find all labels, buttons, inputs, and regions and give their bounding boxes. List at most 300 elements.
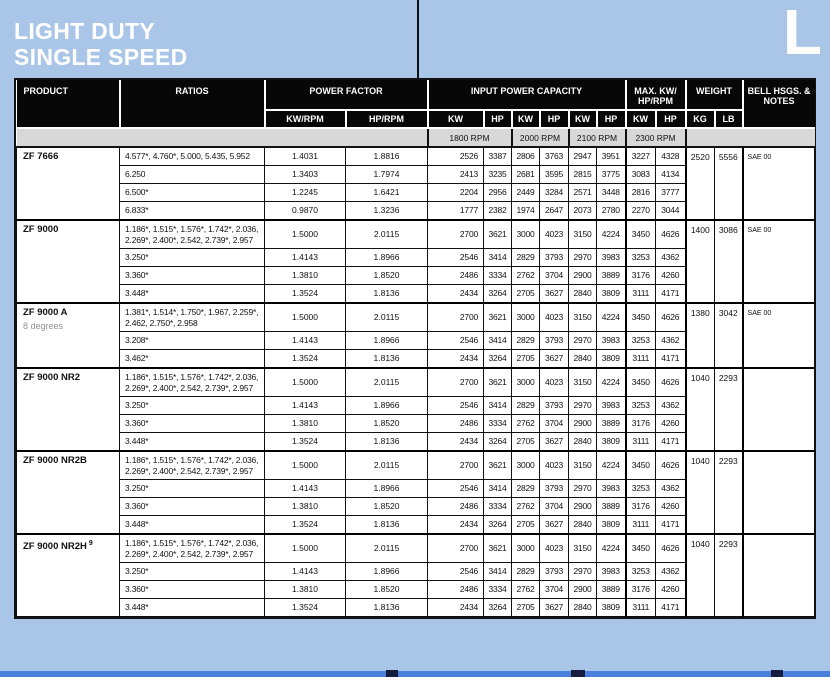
- rpm-label-2300: 2300 RPM: [626, 128, 686, 147]
- power-value-cell: 2705: [512, 599, 540, 617]
- power-value-cell: 3809: [597, 350, 626, 369]
- page-title-line1: LIGHT DUTY: [14, 18, 155, 44]
- col-header-ratios: RATIOS: [120, 80, 265, 128]
- power-value-cell: 3000: [512, 303, 540, 332]
- header-group-row: [17, 80, 815, 110]
- col-header-kw-per-rpm: KW/RPM: [265, 110, 346, 128]
- power-value-cell: 3150: [569, 303, 597, 332]
- power-value-cell: 3627: [540, 599, 569, 617]
- power-value-cell: 2829: [512, 563, 540, 581]
- power-value-cell: 2900: [569, 498, 597, 516]
- power-value-cell: 3627: [540, 285, 569, 304]
- power-value-cell: 2700: [428, 220, 484, 249]
- power-value-cell: 4260: [656, 415, 686, 433]
- power-value-cell: 3809: [597, 599, 626, 617]
- hp-per-rpm-cell: 1.3236: [346, 202, 428, 221]
- power-value-cell: 3083: [626, 166, 656, 184]
- table-row: [17, 147, 815, 166]
- hp-per-rpm-cell: 1.8520: [346, 498, 428, 516]
- weight-lb-cell: 2293: [715, 451, 743, 534]
- ratio-cell: 3.462*: [120, 350, 265, 369]
- kw-per-rpm-cell: 1.4031: [265, 147, 346, 166]
- power-value-cell: 4224: [597, 534, 626, 563]
- kw-per-rpm-cell: 1.3810: [265, 267, 346, 285]
- hp-per-rpm-cell: 1.8966: [346, 563, 428, 581]
- power-value-cell: 2762: [512, 581, 540, 599]
- power-value-cell: 3150: [569, 220, 597, 249]
- power-value-cell: 3176: [626, 581, 656, 599]
- product-cell: [17, 368, 120, 451]
- power-value-cell: 4626: [656, 368, 686, 397]
- hp-per-rpm-cell: 2.0115: [346, 534, 428, 563]
- kw-per-rpm-cell: 1.3524: [265, 285, 346, 304]
- hp-per-rpm-cell: 1.8816: [346, 147, 428, 166]
- power-value-cell: 2434: [428, 285, 484, 304]
- kw-per-rpm-cell: 1.5000: [265, 451, 346, 480]
- hp-per-rpm-cell: 1.8520: [346, 267, 428, 285]
- ratio-cell: 3.360*: [120, 498, 265, 516]
- power-value-cell: 3621: [484, 368, 512, 397]
- kw-per-rpm-cell: 1.3524: [265, 433, 346, 452]
- product-name: ZF 9000 NR2B: [23, 455, 87, 466]
- power-value-cell: 2546: [428, 397, 484, 415]
- power-value-cell: 3621: [484, 534, 512, 563]
- col-header-hp-2300: HP: [656, 110, 686, 128]
- power-value-cell: 4023: [540, 303, 569, 332]
- power-value-cell: 3387: [484, 147, 512, 166]
- power-value-cell: 3334: [484, 498, 512, 516]
- bottom-accent-bar: [0, 671, 830, 677]
- power-value-cell: 3704: [540, 581, 569, 599]
- power-value-cell: 3983: [597, 397, 626, 415]
- rpm-label-2000: 2000 RPM: [512, 128, 569, 147]
- power-value-cell: 2956: [484, 184, 512, 202]
- power-value-cell: 3111: [626, 285, 656, 304]
- power-value-cell: 3000: [512, 451, 540, 480]
- weight-kg-cell: 1040: [686, 368, 715, 451]
- ratio-cell: 3.250*: [120, 397, 265, 415]
- rpm-label-2100: 2100 RPM: [569, 128, 626, 147]
- table-row: [17, 451, 815, 480]
- power-value-cell: 2705: [512, 516, 540, 535]
- bell-note-cell: [743, 451, 815, 534]
- power-value-cell: 3176: [626, 267, 656, 285]
- page-cut-mark: [386, 670, 398, 677]
- hp-per-rpm-cell: 1.8136: [346, 350, 428, 369]
- power-value-cell: 3627: [540, 433, 569, 452]
- table-row: [17, 368, 815, 397]
- power-value-cell: 3253: [626, 563, 656, 581]
- power-value-cell: 4362: [656, 480, 686, 498]
- power-value-cell: 4023: [540, 534, 569, 563]
- power-value-cell: 2900: [569, 267, 597, 285]
- spec-table: [16, 80, 815, 617]
- power-value-cell: 3793: [540, 249, 569, 267]
- col-header-lb: LB: [715, 110, 743, 128]
- power-value-cell: 3150: [569, 534, 597, 563]
- weight-kg-cell: 1040: [686, 534, 715, 617]
- power-value-cell: 2546: [428, 480, 484, 498]
- product-cell: [17, 451, 120, 534]
- hp-per-rpm-cell: 1.8136: [346, 285, 428, 304]
- power-value-cell: 2815: [569, 166, 597, 184]
- col-header-hp-2000: HP: [540, 110, 569, 128]
- weight-kg-cell: 1380: [686, 303, 715, 368]
- power-value-cell: 2434: [428, 350, 484, 369]
- power-value-cell: 3889: [597, 267, 626, 285]
- power-value-cell: 2526: [428, 147, 484, 166]
- power-value-cell: 4171: [656, 599, 686, 617]
- power-value-cell: 2762: [512, 498, 540, 516]
- power-value-cell: 3000: [512, 534, 540, 563]
- kw-per-rpm-cell: 1.4143: [265, 563, 346, 581]
- weight-kg-cell: 1400: [686, 220, 715, 303]
- hp-per-rpm-cell: 1.7974: [346, 166, 428, 184]
- power-value-cell: 4626: [656, 451, 686, 480]
- hp-per-rpm-cell: 1.8966: [346, 397, 428, 415]
- power-value-cell: 4023: [540, 451, 569, 480]
- col-header-kw-2300: KW: [626, 110, 656, 128]
- hp-per-rpm-cell: 2.0115: [346, 368, 428, 397]
- power-value-cell: 2780: [597, 202, 626, 221]
- power-value-cell: 2434: [428, 433, 484, 452]
- rpm-row-lead: [17, 128, 428, 147]
- ratio-cell: 3.250*: [120, 480, 265, 498]
- power-value-cell: 3793: [540, 563, 569, 581]
- power-value-cell: 2546: [428, 563, 484, 581]
- power-value-cell: 3621: [484, 451, 512, 480]
- power-value-cell: 2546: [428, 249, 484, 267]
- power-value-cell: 3000: [512, 220, 540, 249]
- power-value-cell: 3627: [540, 350, 569, 369]
- power-value-cell: 4023: [540, 368, 569, 397]
- power-value-cell: 3334: [484, 415, 512, 433]
- col-header-kg: KG: [686, 110, 715, 128]
- kw-per-rpm-cell: 1.5000: [265, 368, 346, 397]
- page-title: [14, 18, 188, 70]
- power-value-cell: 3253: [626, 332, 656, 350]
- power-value-cell: 3889: [597, 498, 626, 516]
- power-value-cell: 3450: [626, 220, 656, 249]
- power-value-cell: 2700: [428, 451, 484, 480]
- power-value-cell: 3111: [626, 433, 656, 452]
- product-name: ZF 9000 A: [23, 307, 68, 318]
- power-value-cell: 3150: [569, 451, 597, 480]
- weight-lb-cell: 2293: [715, 534, 743, 617]
- hp-per-rpm-cell: 1.8966: [346, 332, 428, 350]
- hp-per-rpm-cell: 2.0115: [346, 220, 428, 249]
- power-value-cell: 3983: [597, 249, 626, 267]
- rpm-row-tail: [686, 128, 815, 147]
- power-value-cell: 2486: [428, 415, 484, 433]
- table-body: [17, 147, 815, 617]
- kw-per-rpm-cell: 1.5000: [265, 220, 346, 249]
- power-value-cell: 3889: [597, 415, 626, 433]
- power-value-cell: 2700: [428, 534, 484, 563]
- power-value-cell: 4362: [656, 563, 686, 581]
- power-value-cell: 3450: [626, 451, 656, 480]
- power-value-cell: 3334: [484, 581, 512, 599]
- power-value-cell: 3763: [540, 147, 569, 166]
- power-value-cell: 3264: [484, 516, 512, 535]
- power-value-cell: 2970: [569, 563, 597, 581]
- power-value-cell: 2571: [569, 184, 597, 202]
- ratio-cell: 3.448*: [120, 599, 265, 617]
- power-value-cell: 2816: [626, 184, 656, 202]
- weight-lb-cell: 5556: [715, 147, 743, 220]
- power-value-cell: 2829: [512, 397, 540, 415]
- power-value-cell: 3793: [540, 332, 569, 350]
- ratio-cell: 3.448*: [120, 516, 265, 535]
- col-header-bell-hsgs-notes: BELL HSGS. & NOTES: [743, 80, 815, 128]
- power-value-cell: 2762: [512, 267, 540, 285]
- power-value-cell: 3235: [484, 166, 512, 184]
- table-row: [17, 303, 815, 332]
- power-value-cell: 4626: [656, 220, 686, 249]
- power-value-cell: 4224: [597, 451, 626, 480]
- power-value-cell: 3227: [626, 147, 656, 166]
- power-value-cell: 2486: [428, 581, 484, 599]
- power-value-cell: 3450: [626, 303, 656, 332]
- power-value-cell: 4171: [656, 285, 686, 304]
- power-value-cell: 4224: [597, 220, 626, 249]
- power-value-cell: 3284: [540, 184, 569, 202]
- power-value-cell: 3334: [484, 267, 512, 285]
- power-value-cell: 3777: [656, 184, 686, 202]
- power-value-cell: 2829: [512, 332, 540, 350]
- power-value-cell: 3264: [484, 285, 512, 304]
- kw-per-rpm-cell: 1.3810: [265, 581, 346, 599]
- col-header-hp-2100: HP: [597, 110, 626, 128]
- col-header-hp-per-rpm: HP/RPM: [346, 110, 428, 128]
- ratio-cell: 1.186*, 1.515*, 1.576*, 1.742*, 2.036, 2.269*, 2.400*, 2.542, 2.739*, 2.957: [120, 368, 265, 397]
- power-value-cell: 3414: [484, 563, 512, 581]
- power-value-cell: 2486: [428, 498, 484, 516]
- col-header-kw-2100: KW: [569, 110, 597, 128]
- power-value-cell: 3983: [597, 332, 626, 350]
- power-value-cell: 3253: [626, 480, 656, 498]
- power-value-cell: 2970: [569, 480, 597, 498]
- power-value-cell: 2413: [428, 166, 484, 184]
- bell-note-cell: SAE 00: [743, 220, 815, 303]
- ratio-cell: 3.360*: [120, 267, 265, 285]
- product-cell: [17, 147, 120, 220]
- weight-kg-cell: 1040: [686, 451, 715, 534]
- power-value-cell: 3000: [512, 368, 540, 397]
- col-header-product: PRODUCT: [17, 80, 120, 128]
- page-title-line2: SINGLE SPEED: [14, 44, 188, 70]
- kw-per-rpm-cell: 1.2245: [265, 184, 346, 202]
- kw-per-rpm-cell: 1.4143: [265, 249, 346, 267]
- ratio-cell: 3.448*: [120, 285, 265, 304]
- kw-per-rpm-cell: 0.9870: [265, 202, 346, 221]
- kw-per-rpm-cell: 1.3810: [265, 498, 346, 516]
- product-superscript: 9: [86, 540, 93, 547]
- rpm-row: [17, 128, 815, 147]
- power-value-cell: 3627: [540, 516, 569, 535]
- power-value-cell: 1777: [428, 202, 484, 221]
- power-value-cell: 3264: [484, 350, 512, 369]
- power-value-cell: 2806: [512, 147, 540, 166]
- power-value-cell: 4171: [656, 350, 686, 369]
- power-value-cell: 3150: [569, 368, 597, 397]
- banner-divider-line: [417, 0, 419, 78]
- spec-table-wrap: [14, 78, 816, 619]
- page-cut-mark: [571, 670, 585, 677]
- page-cut-mark: [771, 670, 783, 677]
- kw-per-rpm-cell: 1.3810: [265, 415, 346, 433]
- weight-lb-cell: 3086: [715, 220, 743, 303]
- power-value-cell: 1974: [512, 202, 540, 221]
- product-name: ZF 9000 NR2H $^9$: [23, 540, 93, 553]
- power-value-cell: 3450: [626, 534, 656, 563]
- ratio-cell: 3.250*: [120, 249, 265, 267]
- col-header-kw-1800: KW: [428, 110, 484, 128]
- power-value-cell: 4626: [656, 303, 686, 332]
- power-value-cell: 4224: [597, 303, 626, 332]
- power-value-cell: 3621: [484, 303, 512, 332]
- power-value-cell: 2840: [569, 433, 597, 452]
- power-value-cell: 4171: [656, 433, 686, 452]
- power-value-cell: 2970: [569, 249, 597, 267]
- ratio-cell: 3.360*: [120, 581, 265, 599]
- bell-note-cell: [743, 534, 815, 617]
- power-value-cell: 2970: [569, 397, 597, 415]
- kw-per-rpm-cell: 1.3524: [265, 516, 346, 535]
- power-value-cell: 4626: [656, 534, 686, 563]
- power-value-cell: 3793: [540, 480, 569, 498]
- power-value-cell: 3264: [484, 599, 512, 617]
- power-value-cell: 3264: [484, 433, 512, 452]
- power-value-cell: 4260: [656, 581, 686, 599]
- power-value-cell: 4260: [656, 267, 686, 285]
- ratio-cell: 6.500*: [120, 184, 265, 202]
- rpm-label-1800: 1800 RPM: [428, 128, 512, 147]
- power-value-cell: 2705: [512, 285, 540, 304]
- col-header-max-kw-hp-rpm: MAX. KW/ HP/RPM: [626, 80, 686, 110]
- bell-note-cell: [743, 368, 815, 451]
- power-value-cell: 2970: [569, 332, 597, 350]
- power-value-cell: 2947: [569, 147, 597, 166]
- power-value-cell: 2546: [428, 332, 484, 350]
- power-value-cell: 3704: [540, 498, 569, 516]
- hp-per-rpm-cell: 1.8520: [346, 415, 428, 433]
- table-row: [17, 220, 815, 249]
- ratio-cell: 4.577*, 4.760*, 5.000, 5.435, 5.952: [120, 147, 265, 166]
- power-value-cell: 3704: [540, 267, 569, 285]
- ratio-cell: 1.186*, 1.515*, 1.576*, 1.742*, 2.036, 2.269*, 2.400*, 2.542, 2.739*, 2.957: [120, 220, 265, 249]
- hp-per-rpm-cell: 1.8520: [346, 581, 428, 599]
- power-value-cell: 3809: [597, 285, 626, 304]
- power-value-cell: 2073: [569, 202, 597, 221]
- power-value-cell: 2829: [512, 249, 540, 267]
- power-value-cell: 4224: [597, 368, 626, 397]
- product-cell: [17, 303, 120, 368]
- hp-per-rpm-cell: 1.6421: [346, 184, 428, 202]
- power-value-cell: 3889: [597, 581, 626, 599]
- power-value-cell: 2840: [569, 599, 597, 617]
- power-value-cell: 3176: [626, 415, 656, 433]
- weight-lb-cell: 3042: [715, 303, 743, 368]
- power-value-cell: 2647: [540, 202, 569, 221]
- power-value-cell: 2840: [569, 350, 597, 369]
- kw-per-rpm-cell: 1.5000: [265, 534, 346, 563]
- power-value-cell: 3253: [626, 397, 656, 415]
- power-value-cell: 3793: [540, 397, 569, 415]
- power-value-cell: 3414: [484, 397, 512, 415]
- power-value-cell: 2681: [512, 166, 540, 184]
- power-value-cell: 2449: [512, 184, 540, 202]
- col-header-input-power-capacity: INPUT POWER CAPACITY: [428, 80, 626, 110]
- hp-per-rpm-cell: 2.0115: [346, 451, 428, 480]
- power-value-cell: 2204: [428, 184, 484, 202]
- power-value-cell: 3621: [484, 220, 512, 249]
- col-header-weight: WEIGHT: [686, 80, 743, 110]
- ratio-cell: 1.381*, 1.514*, 1.750*, 1.967, 2.259*, 2.462, 2.750*, 2.958: [120, 303, 265, 332]
- power-value-cell: 3448: [597, 184, 626, 202]
- power-value-cell: 3775: [597, 166, 626, 184]
- power-value-cell: 2700: [428, 303, 484, 332]
- ratio-cell: 6.250: [120, 166, 265, 184]
- product-name: ZF 7666: [23, 151, 59, 162]
- product-cell: [17, 534, 120, 617]
- power-value-cell: 3414: [484, 480, 512, 498]
- kw-per-rpm-cell: 1.4143: [265, 397, 346, 415]
- power-value-cell: 2829: [512, 480, 540, 498]
- kw-per-rpm-cell: 1.3524: [265, 599, 346, 617]
- power-value-cell: 4023: [540, 220, 569, 249]
- col-header-hp-1800: HP: [484, 110, 512, 128]
- power-value-cell: 3111: [626, 599, 656, 617]
- power-value-cell: 2900: [569, 415, 597, 433]
- power-value-cell: 2486: [428, 267, 484, 285]
- power-value-cell: 4171: [656, 516, 686, 535]
- hp-per-rpm-cell: 2.0115: [346, 303, 428, 332]
- weight-lb-cell: 2293: [715, 368, 743, 451]
- power-value-cell: 2270: [626, 202, 656, 221]
- section-tab-letter: L: [782, 0, 822, 68]
- power-value-cell: 2762: [512, 415, 540, 433]
- hp-per-rpm-cell: 1.8136: [346, 516, 428, 535]
- power-value-cell: 3809: [597, 433, 626, 452]
- power-value-cell: 3809: [597, 516, 626, 535]
- table-row: [17, 534, 815, 563]
- kw-per-rpm-cell: 1.5000: [265, 303, 346, 332]
- hp-per-rpm-cell: 1.8136: [346, 433, 428, 452]
- power-value-cell: 3983: [597, 563, 626, 581]
- kw-per-rpm-cell: 1.3403: [265, 166, 346, 184]
- power-value-cell: 3704: [540, 415, 569, 433]
- power-value-cell: 3414: [484, 249, 512, 267]
- bell-note-cell: SAE 00: [743, 303, 815, 368]
- power-value-cell: 3176: [626, 498, 656, 516]
- power-value-cell: 3951: [597, 147, 626, 166]
- power-value-cell: 3983: [597, 480, 626, 498]
- power-value-cell: 3111: [626, 516, 656, 535]
- ratio-cell: 1.186*, 1.515*, 1.576*, 1.742*, 2.036, 2.269*, 2.400*, 2.542, 2.739*, 2.957: [120, 534, 265, 563]
- kw-per-rpm-cell: 1.4143: [265, 480, 346, 498]
- col-header-kw-2000: KW: [512, 110, 540, 128]
- product-name: ZF 9000: [23, 224, 59, 235]
- ratio-cell: 3.360*: [120, 415, 265, 433]
- power-value-cell: 4362: [656, 249, 686, 267]
- weight-kg-cell: 2520: [686, 147, 715, 220]
- hp-per-rpm-cell: 1.8966: [346, 249, 428, 267]
- ratio-cell: 1.186*, 1.515*, 1.576*, 1.742*, 2.036, 2.269*, 2.400*, 2.542, 2.739*, 2.957: [120, 451, 265, 480]
- power-value-cell: 2382: [484, 202, 512, 221]
- power-value-cell: 4362: [656, 332, 686, 350]
- power-value-cell: 4134: [656, 166, 686, 184]
